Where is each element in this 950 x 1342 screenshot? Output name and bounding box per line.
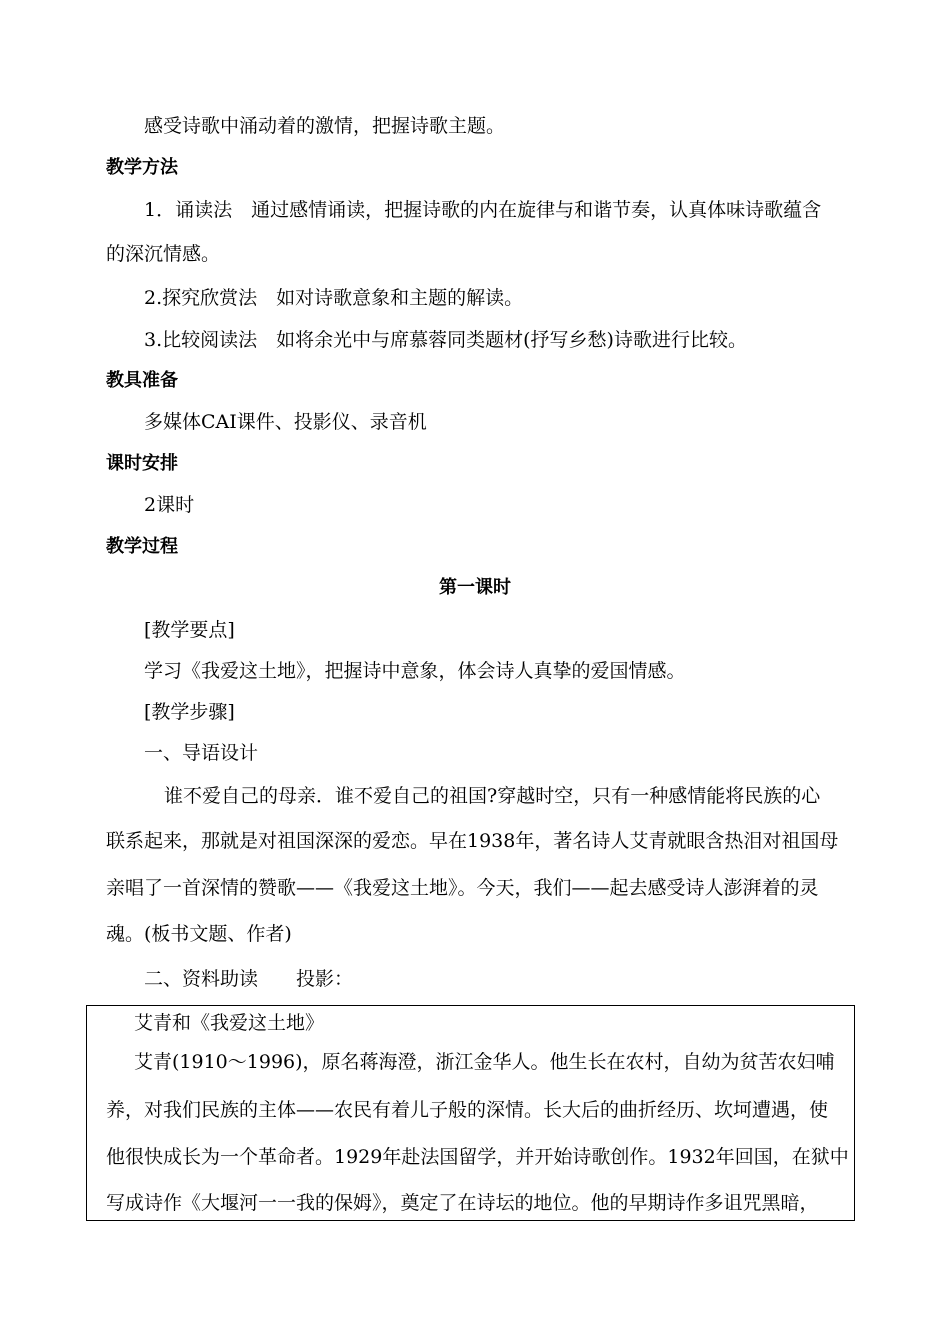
goal-text: 感受诗歌中涌动着的激情，把握诗歌主题。: [144, 115, 506, 137]
intro-paragraph-line-4: 魂。(板书文题、作者): [106, 923, 292, 945]
section-heading-schedule: 课时安排: [106, 453, 178, 474]
method-item-3: 3.比较阅读法 如将余光中与席慕蓉同类题材(抒写乡愁)诗歌进行比较。: [144, 329, 747, 351]
projection-box-line-1: 艾青(1910～1996)，原名蒋海澄，浙江金华人。他生长在农村，自幼为贫苦农妇哺: [134, 1051, 835, 1073]
section-heading-tools: 教具准备: [106, 370, 178, 391]
lesson-title: 第一课时: [439, 577, 511, 598]
projection-box-line-4: 写成诗作《大堰河一一我的保姆》，奠定了在诗坛的地位。他的早期诗作多诅咒黑暗，: [106, 1192, 819, 1214]
method-item-2: 2.探究欣赏法 如对诗歌意象和主题的解读。: [144, 287, 524, 309]
key-points-label: [教学要点]: [144, 619, 235, 641]
schedule-text: 2课时: [144, 494, 195, 516]
intro-paragraph-line-3: 亲唱了一首深情的赞歌——《我爱这土地》。今天，我们——起去感受诗人澎湃着的灵: [106, 877, 819, 899]
steps-label: [教学步骤]: [144, 701, 235, 723]
projection-box-line-3: 他很快成长为一个革命者。1929年赴法国留学，并开始诗歌创作。1932年回国，在狱中: [106, 1146, 849, 1168]
section-heading-methods: 教学方法: [106, 157, 178, 178]
projection-box-title: 艾青和《我爱这土地》: [134, 1012, 325, 1034]
intro-paragraph-line-1: 谁不爱自己的母亲．谁不爱自己的祖国?穿越时空，只有一种感情能将民族的心: [164, 785, 821, 807]
section-heading-process: 教学过程: [106, 536, 178, 557]
key-points-text: 学习《我爱这土地》，把握诗中意象，体会诗人真挚的爱国情感。: [144, 660, 686, 682]
projection-box-line-2: 养，对我们民族的主体——农民有着儿子般的深情。长大后的曲折经历、坎坷遭遇，使: [106, 1099, 829, 1121]
method-item-1-continued: 的深沉情感。: [106, 243, 221, 265]
step-1-heading: 一、导语设计: [144, 742, 259, 764]
tools-text: 多媒体CAI课件、投影仪、录音机: [144, 411, 427, 433]
method-item-1: 1．诵读法 通过感情诵读，把握诗歌的内在旋律与和谐节奏，认真体味诗歌蕴含: [144, 199, 822, 221]
step-2-heading: 二、资料助读 投影：: [144, 968, 354, 990]
intro-paragraph-line-2: 联系起来，那就是对祖国深深的爱恋。早在1938年，著名诗人艾青就眼含热泪对祖国母: [106, 830, 839, 852]
